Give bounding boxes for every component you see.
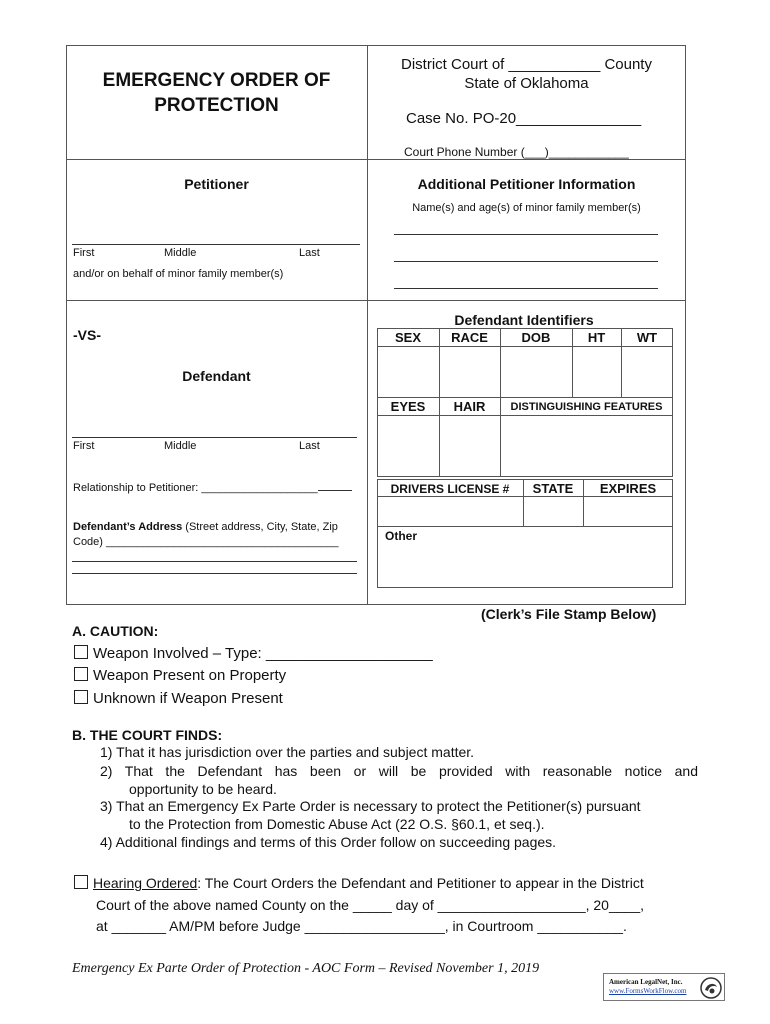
row2-header-divider <box>377 415 673 416</box>
hearing-ordered-text: : The Court Orders the Defendant and Petitioner to appear in the District <box>197 875 644 891</box>
center-divider <box>367 45 368 605</box>
weapon-involved-option[interactable] <box>74 645 433 662</box>
relationship-field[interactable] <box>73 482 352 494</box>
hearing-ordered-line1[interactable] <box>74 875 644 891</box>
finding-3-cont: to the Protection from Domestic Abuse Act (22 O.S. §60.1, et seq.). <box>129 816 545 832</box>
clerk-stamp-label: (Clerk’s File Stamp Below) <box>481 606 657 622</box>
finding-4: 4) Additional findings and terms of this Order follow on succeeding pages. <box>100 834 557 850</box>
ht-header: HT <box>587 330 606 345</box>
footer-text: Emergency Ex Parte Order of Protection - AOC Form – Revised November 1, 2019 <box>72 961 540 976</box>
additional-info-heading: Additional Petitioner Information <box>417 176 636 192</box>
logo-url[interactable]: www.FormsWorkFlow.com <box>609 987 687 995</box>
weapon-involved-label: Weapon Involved – Type: ____________________ <box>93 645 433 662</box>
legalnet-logo <box>603 973 725 1001</box>
minor-member-line-1[interactable] <box>394 234 658 235</box>
sex-header: SEX <box>394 330 421 345</box>
defendant-address-line-3[interactable] <box>72 561 357 562</box>
header-divider <box>66 159 686 160</box>
relationship-label: Relationship to Petitioner: ___________________ <box>73 482 318 494</box>
finding-1: 1) That it has jurisdiction over the parties and subject matter. <box>100 744 475 760</box>
weapon-involved-checkbox[interactable] <box>74 645 88 659</box>
finding-2: 2) That the Defendant has been or will be provided with reasonable notice and <box>100 763 698 779</box>
petitioner-last-label: Last <box>299 247 320 259</box>
weapon-unknown-label: Unknown if Weapon Present <box>93 690 283 707</box>
court-name: District Court of ___________ County State of Oklahoma <box>401 56 652 92</box>
hearing-ordered-checkbox[interactable] <box>74 875 88 889</box>
defendant-address-line2: Code) ______________________________________ <box>73 536 339 548</box>
petitioner-middle-label: Middle <box>164 247 197 259</box>
defendant-name-line[interactable] <box>72 437 357 438</box>
case-number: Case No. PO-20_______________ <box>406 110 642 127</box>
petitioner-divider <box>66 300 686 301</box>
defendant-last-label: Last <box>299 440 320 452</box>
logo-text <box>609 978 686 996</box>
eyes-header: EYES <box>390 399 426 414</box>
expires-header: EXPIRES <box>599 481 657 496</box>
distinguishing-features-header: DISTINGUISHING FEATURES <box>510 401 663 413</box>
additional-info-sub: Name(s) and age(s) of minor family member(s) <box>412 202 641 214</box>
petitioner-behalf-label: and/or on behalf of minor family member(s) <box>73 268 284 280</box>
defendant-middle-label: Middle <box>164 440 197 452</box>
court-phone: Court Phone Number (___)____________ <box>404 145 629 159</box>
caution-heading: A. CAUTION: <box>72 623 159 639</box>
findings-heading: B. THE COURT FINDS: <box>72 727 223 743</box>
weapon-present-checkbox[interactable] <box>74 667 88 681</box>
defendant-address[interactable] <box>73 520 363 550</box>
petitioner-first-label: First <box>73 247 95 259</box>
hearing-ordered-line3: at _______ AM/PM before Judge __________________, in Courtroom ___________. <box>96 918 627 934</box>
row1-header-divider <box>377 346 673 347</box>
dob-header: DOB <box>521 330 551 345</box>
petitioner-heading: Petitioner <box>184 176 249 192</box>
form-title: EMERGENCY ORDER OF PROTECTION <box>102 70 331 116</box>
minor-member-line-2[interactable] <box>394 261 658 262</box>
defendant-address-line-4[interactable] <box>72 573 357 574</box>
vs-label: -VS- <box>73 327 101 343</box>
petitioner-name-line[interactable] <box>72 244 360 245</box>
hearing-ordered-line2: Court of the above named County on the _____ day of ___________________, 20____, <box>96 897 645 913</box>
weapon-present-option[interactable] <box>74 667 286 684</box>
weapon-present-label: Weapon Present on Property <box>93 667 287 684</box>
defendant-address-label: Defendant’s Address <box>73 521 183 533</box>
state-header: STATE <box>532 481 574 496</box>
race-header: RACE <box>451 330 488 345</box>
other-box[interactable] <box>377 526 673 588</box>
drivers-license-header: DRIVERS LICENSE # <box>390 482 510 496</box>
logo-company: American LegalNet, Inc. <box>609 978 683 986</box>
hearing-ordered-label: Hearing Ordered <box>93 875 198 891</box>
finding-2-cont: opportunity to be heard. <box>129 781 277 797</box>
wt-header: WT <box>636 330 658 345</box>
finding-3: 3) That an Emergency Ex Parte Order is necessary to protect the Petitioner(s) pursuant <box>100 798 641 814</box>
other-label: Other <box>385 529 418 543</box>
minor-member-line-3[interactable] <box>394 288 658 289</box>
defendant-address-hint: (Street address, City, State, Zip <box>182 521 338 533</box>
weapon-unknown-option[interactable] <box>74 690 283 707</box>
hair-header: HAIR <box>453 399 486 414</box>
defendant-first-label: First <box>73 440 95 452</box>
defendant-heading: Defendant <box>182 368 251 384</box>
row3-header-divider <box>377 496 673 497</box>
weapon-unknown-checkbox[interactable] <box>74 690 88 704</box>
logo-emblem-icon <box>700 977 722 999</box>
identifiers-heading: Defendant Identifiers <box>454 312 594 328</box>
